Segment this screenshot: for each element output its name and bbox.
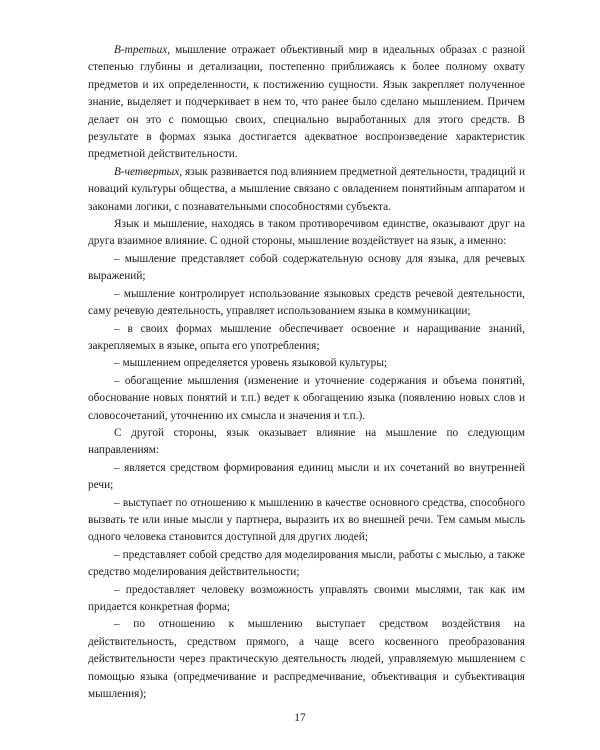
paragraph-text: Язык и мышление, находясь в таком противоречивом единстве, оказывают друг на друга взаимное влияние. С одной стороны, мышление воздействует на язык, а именно: bbox=[88, 218, 525, 248]
list-item bbox=[88, 495, 525, 547]
paragraph-text: язык развивается под влиянием предметной деятельности, традиций и новаций культуры общества, а мышление связано с овладением понятийным аппаратом и законами логики, с познавательными способностями субъекта. bbox=[88, 165, 525, 213]
list-item-text: – является средством формирования единиц мысли и их сочетаний во внутренней речи; bbox=[88, 461, 525, 492]
list-item-text: – в своих формах мышление обеспечивает освоение и наращивание знаний, закрепляемых в языке, опыта его употребления; bbox=[88, 322, 525, 352]
list-item-text: – мышление представляет собой содержательную основу для языка, для речевых выражений; bbox=[88, 252, 525, 283]
list-item-text: – обогащение мышления (изменение и уточнение содержания и объема понятий, обоснование новых понятий и т.п.) ведет к обогащению языка (появлению новых слов и словосочетаний, уточнению их смысла и значения и т.п.). bbox=[88, 374, 525, 422]
list-item bbox=[88, 321, 525, 356]
paragraph-text: С другой стороны, язык оказывает влияние на мышление по следующим направлениям: bbox=[88, 426, 525, 457]
paragraph bbox=[88, 42, 525, 164]
list-item-text: – по отношению к мышлению выступает средством воздействия на действительность, средством прямого, а чаще всего косвенного преобразования действительности через практическую деятельность людей, управляемую мышлением с помощью языка (опредмечивание и распредмечивание, объективация и субъективация мышления); bbox=[88, 618, 525, 701]
paragraph-text: мышление отражает объективный мир в идеальных образах с разной степенью глубины и детализации, постепенно приближаясь к более полному охвату предметов и их определенности, к постижению сущности. Язык закрепляет полученное знание, выделяет и подчеркивает в нем то, что ранее было сделано мышлением. Причем делает он это с помощью своих, специально выработанных для этого средств. В результате в формах языка достигается адекватное воспроизведение характеристик предметной действительности. bbox=[88, 44, 525, 161]
list-item-text: – представляет собой средство для моделирования мысли, работы с мыслью, а также средство моделирования действительности; bbox=[88, 548, 525, 579]
list-item-text: – выступает по отношению к мышлению в качестве основного средства, способного вызвать те или иные мысли у партнера, выразить их во внешней речи. Тем самым мысль одного человека становится доступной для других людей; bbox=[88, 496, 525, 544]
list-item bbox=[88, 373, 525, 425]
paragraph bbox=[88, 164, 525, 216]
list-item bbox=[88, 547, 525, 582]
paragraph-lead: В-четвертых, bbox=[114, 165, 183, 178]
list-item bbox=[88, 582, 525, 617]
paragraph bbox=[88, 216, 525, 251]
page-number: 17 bbox=[294, 712, 306, 724]
list-item-text: – мышление контролирует использование языковых средств речевой деятельности, саму речевую деятельность, управляет использованием языка в коммуникации; bbox=[88, 287, 525, 318]
list-item bbox=[88, 251, 525, 286]
list-item bbox=[88, 286, 525, 321]
paragraph bbox=[88, 425, 525, 460]
list-item bbox=[88, 460, 525, 495]
list-item-text: – мышлением определяется уровень языковой культуры; bbox=[114, 357, 388, 370]
paragraph-lead: В-третьих, bbox=[114, 44, 171, 56]
list-item bbox=[88, 355, 525, 372]
list-item-text: – предоставляет человеку возможность управлять своими мыслями, так как им придается конкретная форма; bbox=[88, 583, 525, 613]
page-body bbox=[88, 42, 525, 703]
list-item bbox=[88, 616, 525, 703]
